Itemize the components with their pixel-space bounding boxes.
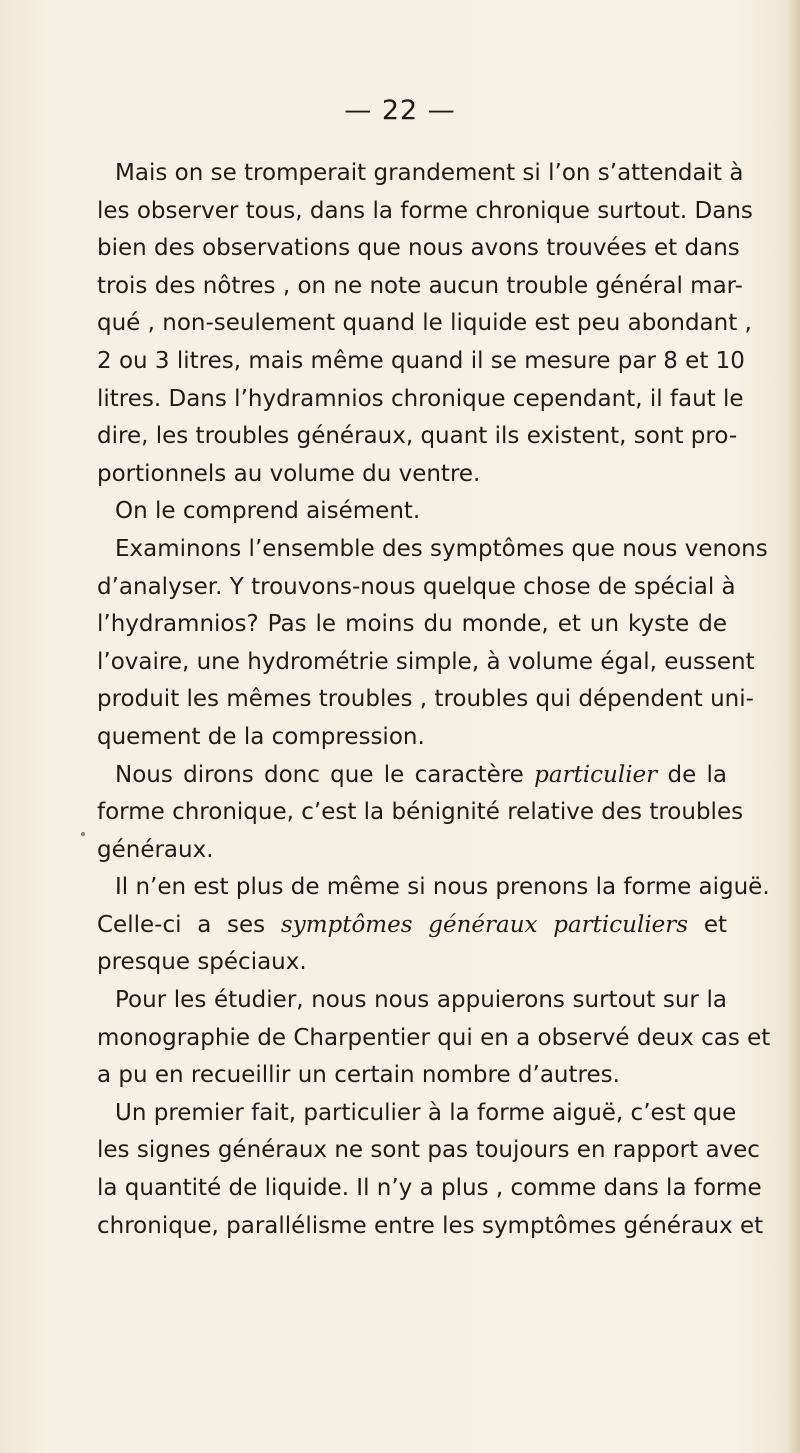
- text-line: Un premier fait, particulier à la forme aiguë, c’est que: [115, 1099, 737, 1126]
- italic-text: symptômes généraux particuliers: [280, 911, 689, 938]
- text-line: l’hydramnios? Pas le moins du monde, et un kyste de: [97, 611, 727, 638]
- page-number: — 22 —: [344, 95, 456, 126]
- text-line: portionnels au volume du ventre.: [97, 460, 481, 487]
- text-line: les signes généraux ne sont pas toujours en rapport avec: [97, 1137, 760, 1164]
- text-run: Celle-ci a ses: [97, 911, 281, 938]
- text-line: chronique, parallélisme entre les symptômes généraux et: [97, 1212, 764, 1239]
- text-line: 2 ou 3 litres, mais même quand il se mesure par 8 et 10: [97, 347, 745, 374]
- text-line: d’analyser. Y trouvons-nous quelque chose de spécial à: [97, 573, 736, 600]
- text-run: et: [688, 911, 727, 938]
- body-text: [97, 155, 771, 1245]
- text-line: généraux.: [97, 836, 214, 863]
- text-line: bien des observations que nous avons trouvées et dans: [97, 235, 740, 262]
- paragraph-5: [97, 869, 770, 982]
- text-line: monographie de Charpentier qui en a observé deux cas et: [97, 1024, 771, 1051]
- text-line: litres. Dans l’hydramnios chronique cependant, il faut le: [97, 385, 744, 412]
- text-line: trois des nôtres , on ne note aucun trouble général mar-: [97, 272, 743, 299]
- text-line: presque spéciaux.: [97, 949, 307, 976]
- text-line: la quantité de liquide. Il n’y a plus , comme dans la forme: [97, 1175, 762, 1202]
- text-line: Pour les étudier, nous nous appuierons surtout sur la: [115, 987, 727, 1014]
- text-line: Examinons l’ensemble des symptômes que nous venons: [115, 535, 768, 562]
- text-line: les observer tous, dans la forme chronique surtout. Dans: [97, 197, 753, 224]
- paragraph-1: [97, 155, 753, 493]
- text-line: Mais on se tromperait grandement si l’on s’attendait à: [115, 160, 744, 186]
- text-line: quement de la compression.: [97, 723, 425, 750]
- paragraph-6: [97, 982, 771, 1095]
- italic-text: particulier: [534, 761, 658, 788]
- paragraph-2: [97, 493, 727, 531]
- text-line: a pu en recueillir un certain nombre d’autres.: [97, 1062, 620, 1089]
- ink-spot: [81, 832, 85, 836]
- paragraph-3: [97, 531, 768, 757]
- text-line: dire, les troubles généraux, quant ils existent, sont pro-: [97, 423, 738, 450]
- text-line: Il n’en est plus de même si nous prenons la forme aiguë.: [115, 874, 770, 901]
- text-line: qué , non-seulement quand le liquide est peu abondant ,: [97, 310, 752, 337]
- paragraph-7: [97, 1095, 764, 1245]
- text-line: forme chronique, c’est la bénignité relative des troubles: [97, 799, 744, 826]
- text-run: de la: [657, 761, 727, 788]
- paragraph-4: [97, 757, 744, 870]
- text-line: [97, 907, 727, 945]
- text-run: Nous dirons donc que le caractère: [115, 761, 535, 788]
- text-line: [97, 757, 727, 795]
- page-edge-shadow: [786, 0, 800, 1453]
- text-line: On le comprend aisément.: [115, 498, 421, 525]
- text-line: l’ovaire, une hydrométrie simple, à volume égal, eussent: [97, 648, 755, 675]
- text-line: produit les mêmes troubles , troubles qui dépendent uni-: [97, 686, 754, 713]
